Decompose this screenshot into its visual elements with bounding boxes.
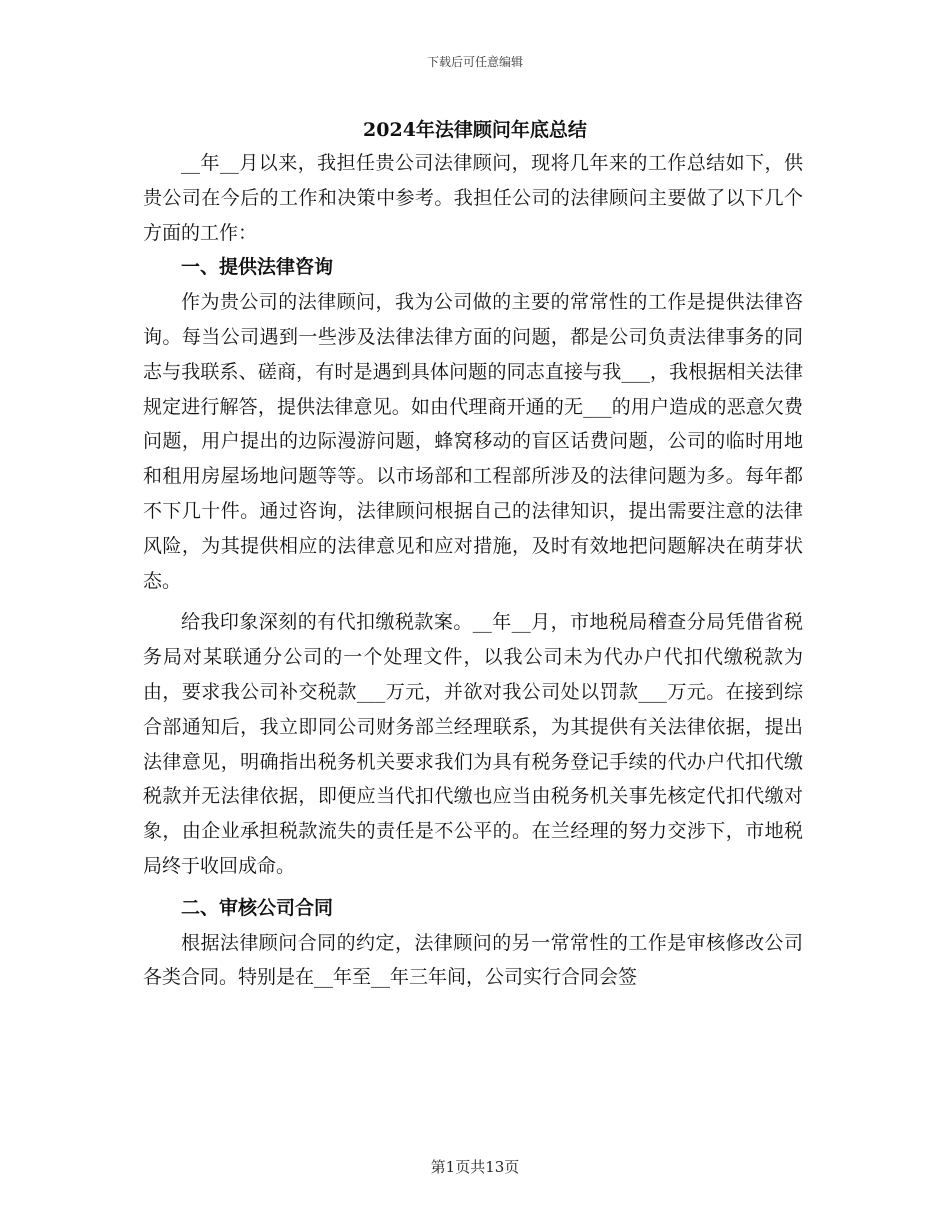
section-heading-2: 二、审核公司合同 — [181, 896, 334, 919]
page-header-note: 下载后可任意编辑 — [426, 55, 523, 69]
section-1-paragraph-1: 作为贵公司的法律顾问，我为公司做的主要的常常性的工作是提供法律咨询。每当公司遇到一些涉及法律法律方面的问题，都是公司负责法律事务的同志与我联系、磋商，有时是遇到具体问题的同志直接与我___，我根据相关法律规定进行解答，提供法律意见。如由代理商开通的无___的用户造成的恶意欠费问题，用户提出的边际漫游问题，蜂窝移动的盲区话费问题，公司的临时用地和租用房屋场地问题等等。以市场部和工程部所涉及的法律问题为多。每年都不下几十件。通过咨询，法律顾问根据自己的法律知识，提出需要注意的法律风险，为其提供相应的法律意见和应对措施，及时有效地把问题解决在萌芽状态。 — [143, 291, 803, 592]
section-heading-1: 一、提供法律咨询 — [181, 256, 334, 279]
document-body — [143, 146, 803, 995]
intro-paragraph: __年__月以来，我担任贵公司法律顾问，现将几年来的工作总结如下，供贵公司在今后的工作和决策中参考。我担任公司的法律顾问主要做了以下几个方面的工作： — [143, 152, 803, 244]
section-1-paragraph-2: 给我印象深刻的有代扣缴税款案。__年__月，市地税局稽查分局凭借省税务局对某联通分公司的一个处理文件，以我公司未为代办户代扣代缴税款为由，要求我公司补交税款___万元，并欲对我公司处以罚款___万元。在接到综合部通知后，我立即同公司财务部兰经理联系，为其提供有关法律依据，提出法律意见，明确指出税务机关要求我们为具有税务登记手续的代办户代扣代缴税款并无法律依据，即便应当代扣代缴也应当由税务机关事先核定代扣代缴对象，由企业承担税款流失的责任是不公平的。在兰经理的努力交涉下，市地税局终于收回成命。 — [143, 611, 803, 877]
page-number: 第1页共13页 — [430, 1158, 520, 1176]
document-title: 2024年法律顾问年底总结 — [363, 119, 587, 141]
section-2-paragraph-1: 根据法律顾问合同的约定，法律顾问的另一常常性的工作是审核修改公司各类合同。特别是在__年至__年三年间，公司实行合同会签 — [143, 931, 803, 989]
